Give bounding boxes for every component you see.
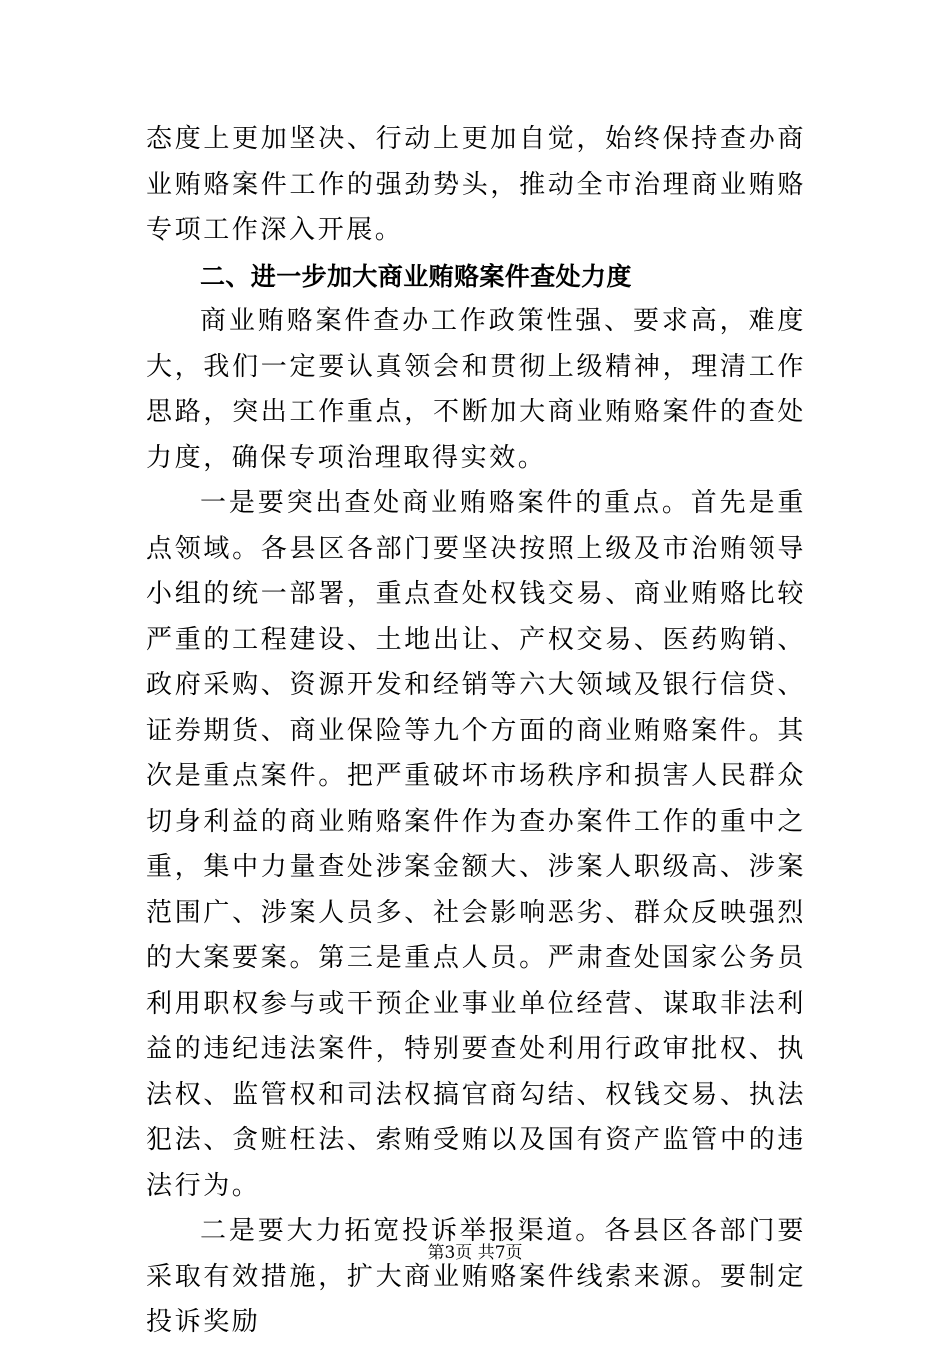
paragraph-intro: 商业贿赂案件查办工作政策性强、要求高，难度大，我们一定要认真领会和贯彻上级精神，理清工作思路，突出工作重点，不断加大商业贿赂案件的查处力度，确保专项治理取得实效。	[146, 306, 806, 473]
section-heading: 二、进一步加大商业贿赂案件查处力度	[200, 261, 632, 291]
paragraph-point-two: 二是要大力拓宽投诉举报渠道。各县区各部门要采取有效措施，扩大商业贿赂案件线索来源。要制定投诉奖励	[146, 1216, 806, 1337]
document-body	[146, 117, 806, 1346]
paragraph-continuation: 态度上更加坚决、行动上更加自觉，始终保持查办商业贿赂案件工作的强劲势头，推动全市治理商业贿赂专项工作深入开展。	[146, 124, 806, 245]
paragraph-point-one: 一是要突出查处商业贿赂案件的重点。首先是重点领域。各县区各部门要坚决按照上级及市治贿领导小组的统一部署，重点查处权钱交易、商业贿赂比较严重的工程建设、土地出让、产权交易、医药购销、政府采购、资源开发和经销等六大领域及银行信贷、证券期货、商业保险等九个方面的商业贿赂案件。其次是重点案件。把严重破坏市场秩序和损害人民群众切身利益的商业贿赂案件作为查办案件工作的重中之重，集中力量查处涉案金额大、涉案人职级高、涉案范围广、涉案人员多、社会影响恶劣、群众反映强烈的大案要案。第三是重点人员。严肃查处国家公务员利用职权参与或干预企业事业单位经营、谋取非法利益的违纪违法案件，特别要查处利用行政审批权、执法权、监管权和司法权搞官商勾结、权钱交易、执法犯法、贪赃枉法、索贿受贿以及国有资产监管中的违法行为。	[146, 488, 806, 1201]
page-number-footer: 第3页 共7页	[427, 1243, 523, 1263]
